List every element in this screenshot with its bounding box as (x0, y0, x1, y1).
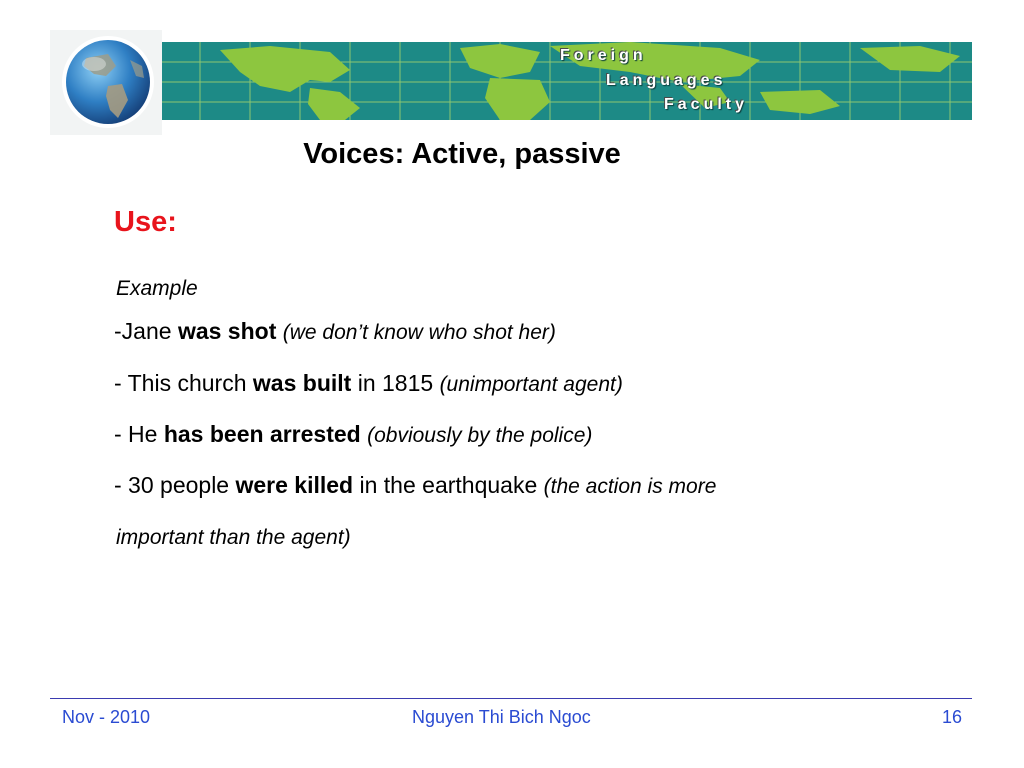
example-note-continuation: important than the agent) (116, 526, 351, 549)
section-heading: Use: (114, 206, 177, 238)
example-bold: was shot (177, 318, 277, 344)
slide-title: Voices: Active, passive (303, 138, 621, 170)
example-prefix: -Jane (114, 318, 178, 344)
example-line-4 (114, 472, 716, 499)
example-note: (we don’t know who shot her) (282, 321, 556, 344)
banner-title-foreign: Foreign (560, 47, 647, 64)
example-middle: in the earthquake (353, 472, 544, 498)
example-line-2 (114, 370, 623, 397)
example-line-1 (114, 318, 556, 345)
example-bold: were killed (235, 472, 354, 498)
banner-title-languages: Languages (606, 72, 727, 89)
globe-logo (50, 30, 162, 135)
footer-divider (50, 698, 972, 699)
example-middle: in 1815 (351, 370, 440, 396)
header-banner (50, 30, 972, 135)
banner-title-faculty: Faculty (664, 96, 749, 113)
example-label: Example (116, 277, 198, 300)
footer-page-number: 16 (941, 707, 962, 727)
example-prefix: - He (114, 421, 164, 447)
footer-date: Nov - 2010 (62, 707, 151, 727)
footer-author: Nguyen Thi Bich Ngoc (412, 707, 591, 727)
example-line-3 (114, 421, 592, 448)
example-prefix: - 30 people (114, 472, 236, 498)
example-note: (obviously by the police) (367, 424, 593, 447)
globe-icon (50, 30, 162, 135)
example-note: (the action is more (543, 475, 717, 498)
example-bold: was built (252, 370, 352, 396)
example-bold: has been arrested (163, 421, 361, 447)
example-note: (unimportant agent) (439, 373, 623, 396)
example-prefix: - This church (114, 370, 253, 396)
